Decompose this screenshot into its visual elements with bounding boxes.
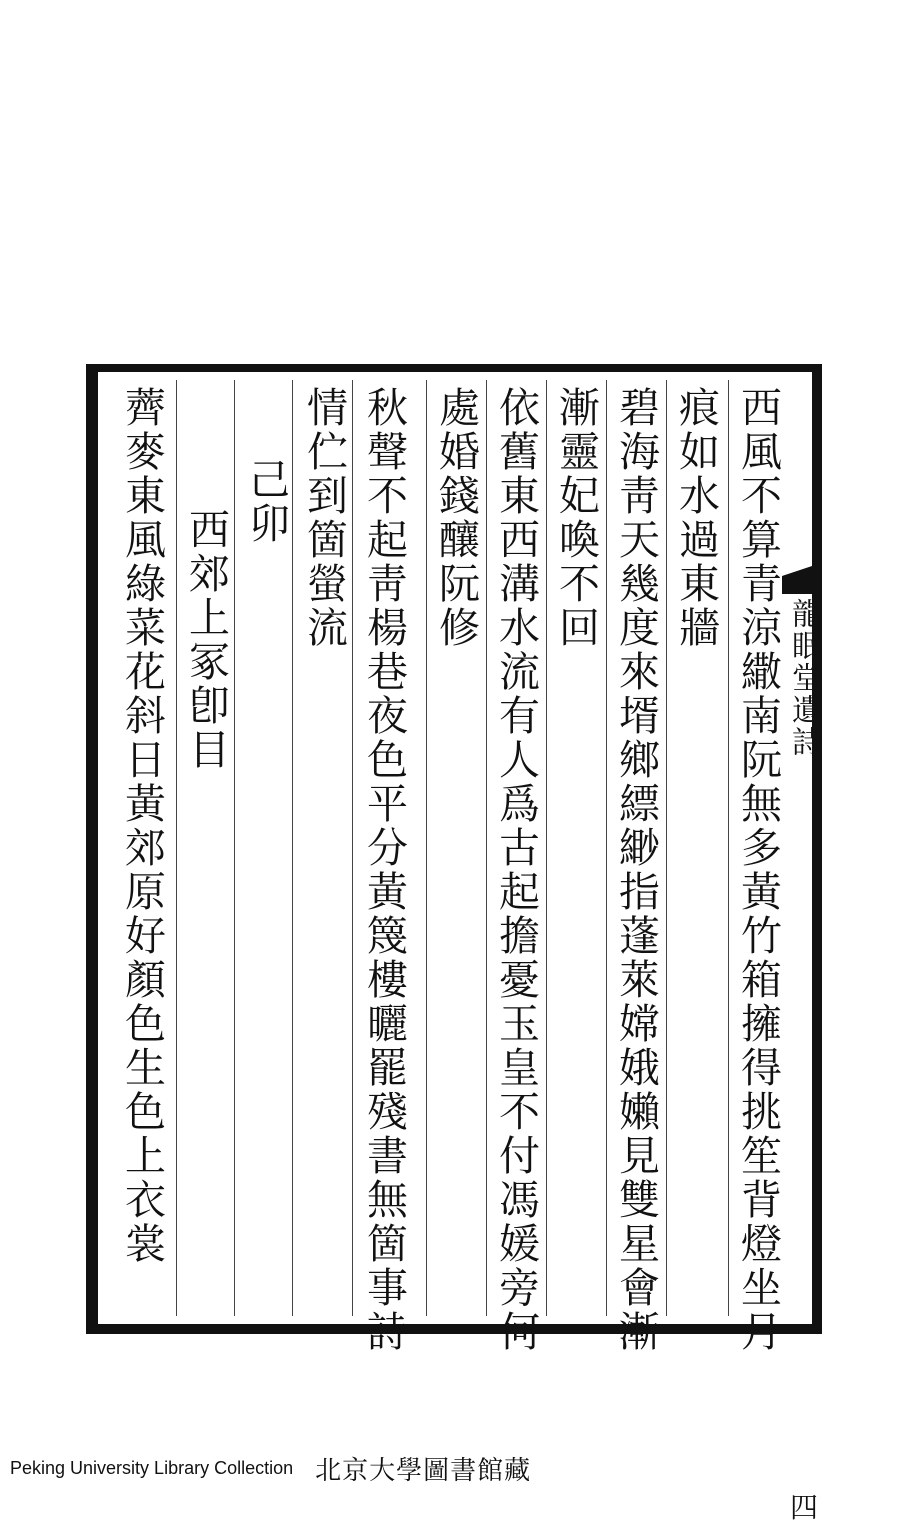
text-column-3: 碧海靑天幾度來壻鄉縹緲指蓬萊嫦娥嬾見雙星會漸: [612, 386, 660, 1354]
column-rule: [606, 380, 607, 1316]
text-column-2: 痕如水過東牆: [672, 386, 720, 650]
text-column-8: 情伫到箇螢流: [300, 386, 348, 650]
collection-label-zh: 北京大學圖書館藏: [315, 1455, 532, 1486]
collection-label-en: Peking University Library Collection: [10, 1457, 294, 1478]
text-column-6: 處婚錢釀阮修: [432, 386, 480, 650]
text-column-5: 依舊東西溝水流有人爲古起擔憂玉皇不付馮媛旁何: [492, 386, 540, 1354]
column-rule: [486, 380, 487, 1316]
column-rule: [352, 380, 353, 1316]
column-rule: [234, 380, 235, 1316]
text-column-11: 薺麥東風綠菜花斜日黃郊原好顏色生色上衣裳: [118, 386, 166, 1266]
column-rule: [728, 380, 729, 1316]
column-rule: [546, 380, 547, 1316]
column-rule: [292, 380, 293, 1316]
page-number: 四: [790, 1491, 819, 1524]
poem-title: 西郊上冢卽目: [182, 508, 230, 772]
column-rule: [176, 380, 177, 1316]
fishtail-mark: [782, 564, 818, 594]
year-heading: 己卯: [242, 458, 290, 546]
text-column-1: 西風不算青涼繖南阮無多黃竹箱擁得挑笙背燈坐月: [734, 386, 782, 1354]
text-column-7: 秋聲不起靑楊巷夜色平分黃篾樓曬罷殘書無箇事詩: [360, 386, 408, 1354]
text-column-4: 漸靈妃喚不回: [552, 386, 600, 650]
column-rule: [426, 380, 427, 1316]
book-title: 龍眠堂遺詩: [786, 598, 821, 758]
banxin: [786, 378, 821, 1524]
column-rule: [666, 380, 667, 1316]
footer: [10, 1448, 531, 1488]
